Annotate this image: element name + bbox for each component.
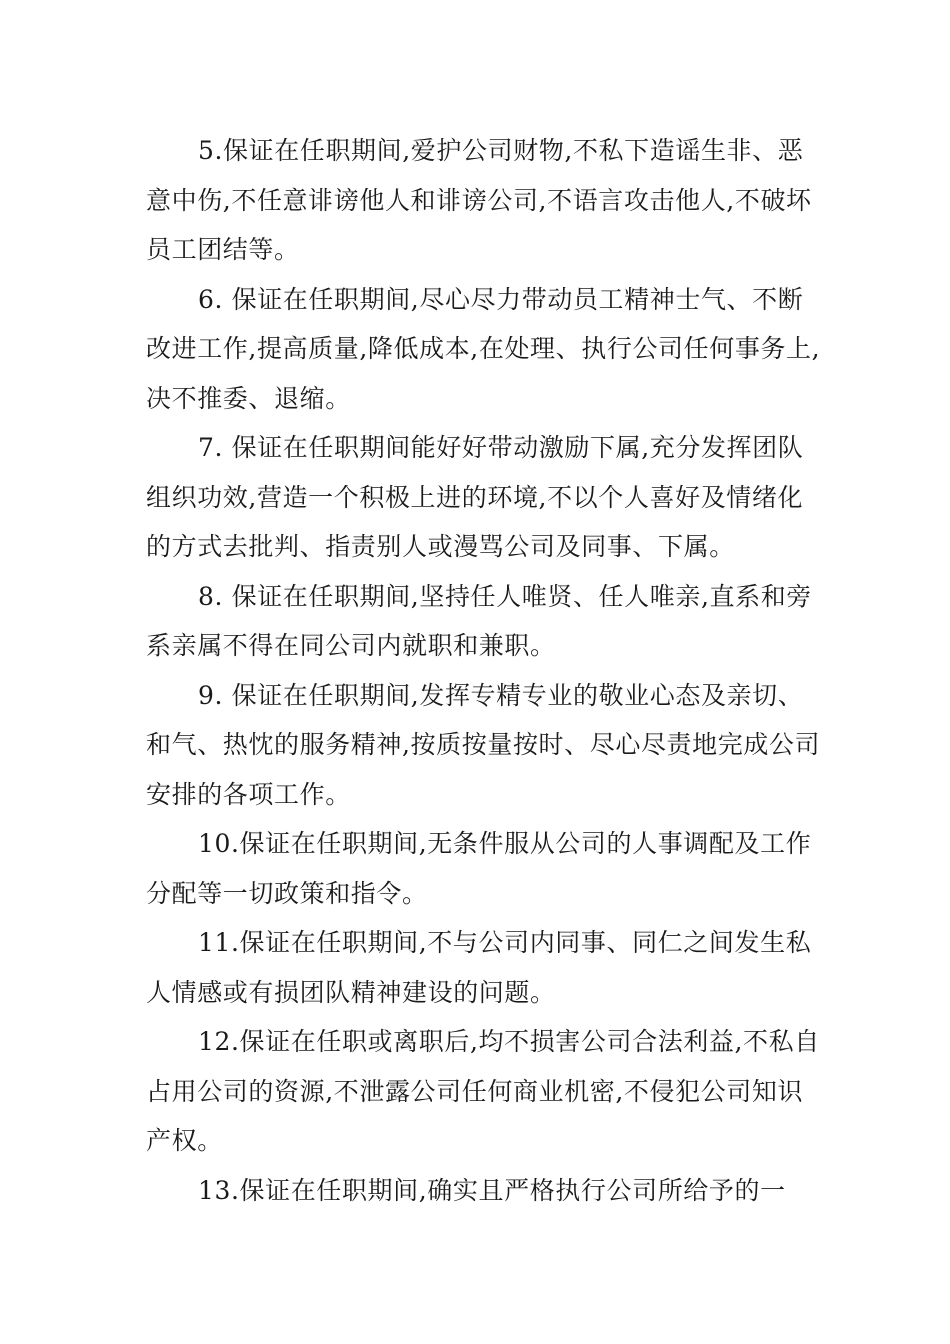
paragraph-item-10: 10.保证在任职期间,无条件服从公司的人事调配及工作分配等一切政策和指令。 [146, 829, 812, 908]
paragraph-item-6: 6. 保证在任职期间,尽心尽力带动员工精神士气、不断改进工作,提高质量,降低成本,在处理、执行公司任何事务上,决不推委、退缩。 [146, 284, 821, 413]
paragraph-item-11: 11.保证在任职期间,不与公司内同事、同仁之间发生私人情感或有损团队精神建设的问题。 [146, 928, 812, 1007]
paragraph-item-9: 9. 保证在任职期间,发挥专精专业的敬业心态及亲切、和气、热忱的服务精神,按质按量按时、尽心尽责地完成公司安排的各项工作。 [146, 680, 821, 809]
paragraph-item-5: 5.保证在任职期间,爱护公司财物,不私下造谣生非、恶意中伤,不任意诽谤他人和诽谤公司,不语言攻击他人,不破坏员工团结等。 [146, 136, 812, 264]
paragraph-item-8: 8. 保证在任职期间,坚持任人唯贤、任人唯亲,直系和旁系亲属不得在同公司内就职和兼职。 [146, 581, 812, 660]
paragraph-item-12: 12.保证在任职或离职后,均不损害公司合法利益,不私自占用公司的资源,不泄露公司任何商业机密,不侵犯公司知识产权。 [146, 1027, 820, 1155]
paragraph-item-7: 7. 保证在任职期间能好好带动激励下属,充分发挥团队组织功效,营造一个积极上进的环境,不以个人喜好及情绪化的方式去批判、指责别人或漫骂公司及同事、下属。 [146, 433, 804, 561]
document-body [146, 126, 826, 1215]
paragraph-item-13: 13.保证在任职期间,确实且严格执行公司所给予的一 [198, 1175, 786, 1205]
